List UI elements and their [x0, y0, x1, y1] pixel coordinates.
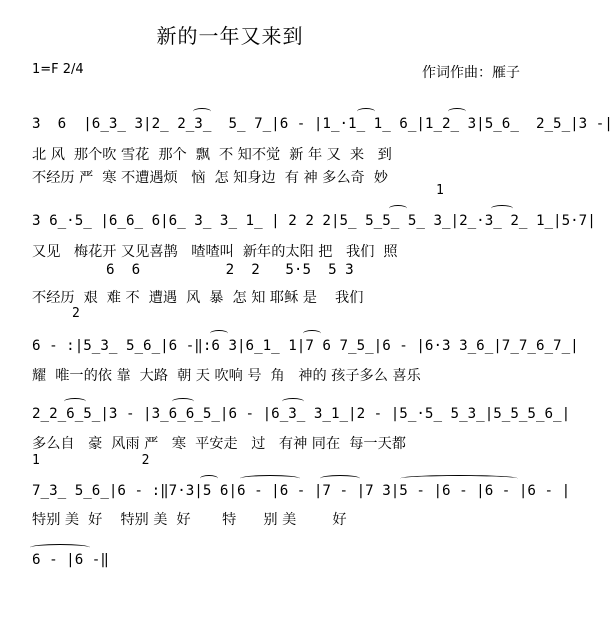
lyric-line: 北 风 那个吹 雪花 那个 飘 不 知不觉 新 年 又 来 到 [32, 147, 392, 163]
lyric-line: 特别 美 好 特别 美 好 特 别 美 好 [32, 512, 347, 528]
lyric-line: 多么自 豪 风雨 严 寒 平安走 过 有神 同在 每一天都 [32, 436, 406, 452]
key-signature: 1=F 2/4 [32, 62, 84, 77]
slur-mark [389, 205, 407, 212]
notation-line: 6 - :|5̲3̲ 5̲6̲|6 -‖:6 3|6̲1̲ 1|7 6 7̲5̲|6 - |6·3 3̲6̲|7̲7̲6̲7̲| [32, 338, 579, 354]
ending-number: 2 [72, 306, 80, 321]
slur-mark [200, 475, 218, 482]
lyric-line: 耀 唯一的依 靠 大路 朝 天 吹响 号 角 神的 孩子多么 喜乐 [32, 368, 421, 384]
slur-mark [240, 475, 300, 482]
slur-mark [303, 330, 321, 337]
slur-mark [491, 205, 513, 212]
slur-mark [64, 398, 86, 405]
slur-mark [30, 544, 90, 551]
notation-line: 3 6̲·5̲ |6̲6̲ 6|6̲ 3̲ 3̲ 1̲ | 2 2 2|5̲ 5̲5̲ 5̲ 3̲|2̲·3̲ 2̲ 1̲|5·7| [32, 213, 596, 229]
ending-number: 1 [436, 183, 444, 198]
lyric-line: 又见 梅花开 又见喜鹊 喳喳叫 新年的太阳 把 我们 照 [32, 244, 398, 260]
notation-line: 2̲2̲6̲5̲|3 - |3̲6̲6̲5̲|6 - |6̲3̲ 3̲1̲|2 - |5̲·5̲ 5̲3̲|5̲5̲5̲6̲| [32, 406, 571, 422]
ending-number: 1 2 [32, 453, 150, 468]
slur-mark [320, 475, 360, 482]
slur-mark [400, 475, 518, 482]
notation-line: 6 - |6 -‖ [32, 552, 109, 568]
lyric-line: 不经历 严 寒 不遭遇烦 恼 怎 知身边 有 神 多么奇 妙 [32, 170, 388, 186]
slur-mark [193, 108, 211, 115]
slur-mark [448, 108, 466, 115]
slur-mark [172, 398, 194, 405]
lyric-line: 不经历 艰 难 不 遭遇 风 暴 怎 知 耶稣 是 我们 [32, 290, 364, 306]
notation-line: 7̲3̲ 5̲6̲|6 - :‖7·3|5 6|6 - |6 - |7 - |7 3|5 - |6 - |6 - |6 - | [32, 483, 571, 499]
slur-mark [210, 330, 228, 337]
notation-line: 3 6 |6̲3̲ 3|2̲ 2̲3̲ 5̲ 7̲|6 - |1̲·1̲ 1̲ 6̲|1̲2̲ 3|5̲6̲ 2̲5̲|3 -| [32, 116, 613, 132]
author-credit: 作词作曲：雁子 [422, 65, 520, 81]
notation-line: 6 6 2 2 5·5 5 3 [106, 262, 354, 278]
song-title: 新的一年又来到 [156, 24, 304, 48]
slur-mark [357, 108, 375, 115]
slur-mark [282, 398, 304, 405]
